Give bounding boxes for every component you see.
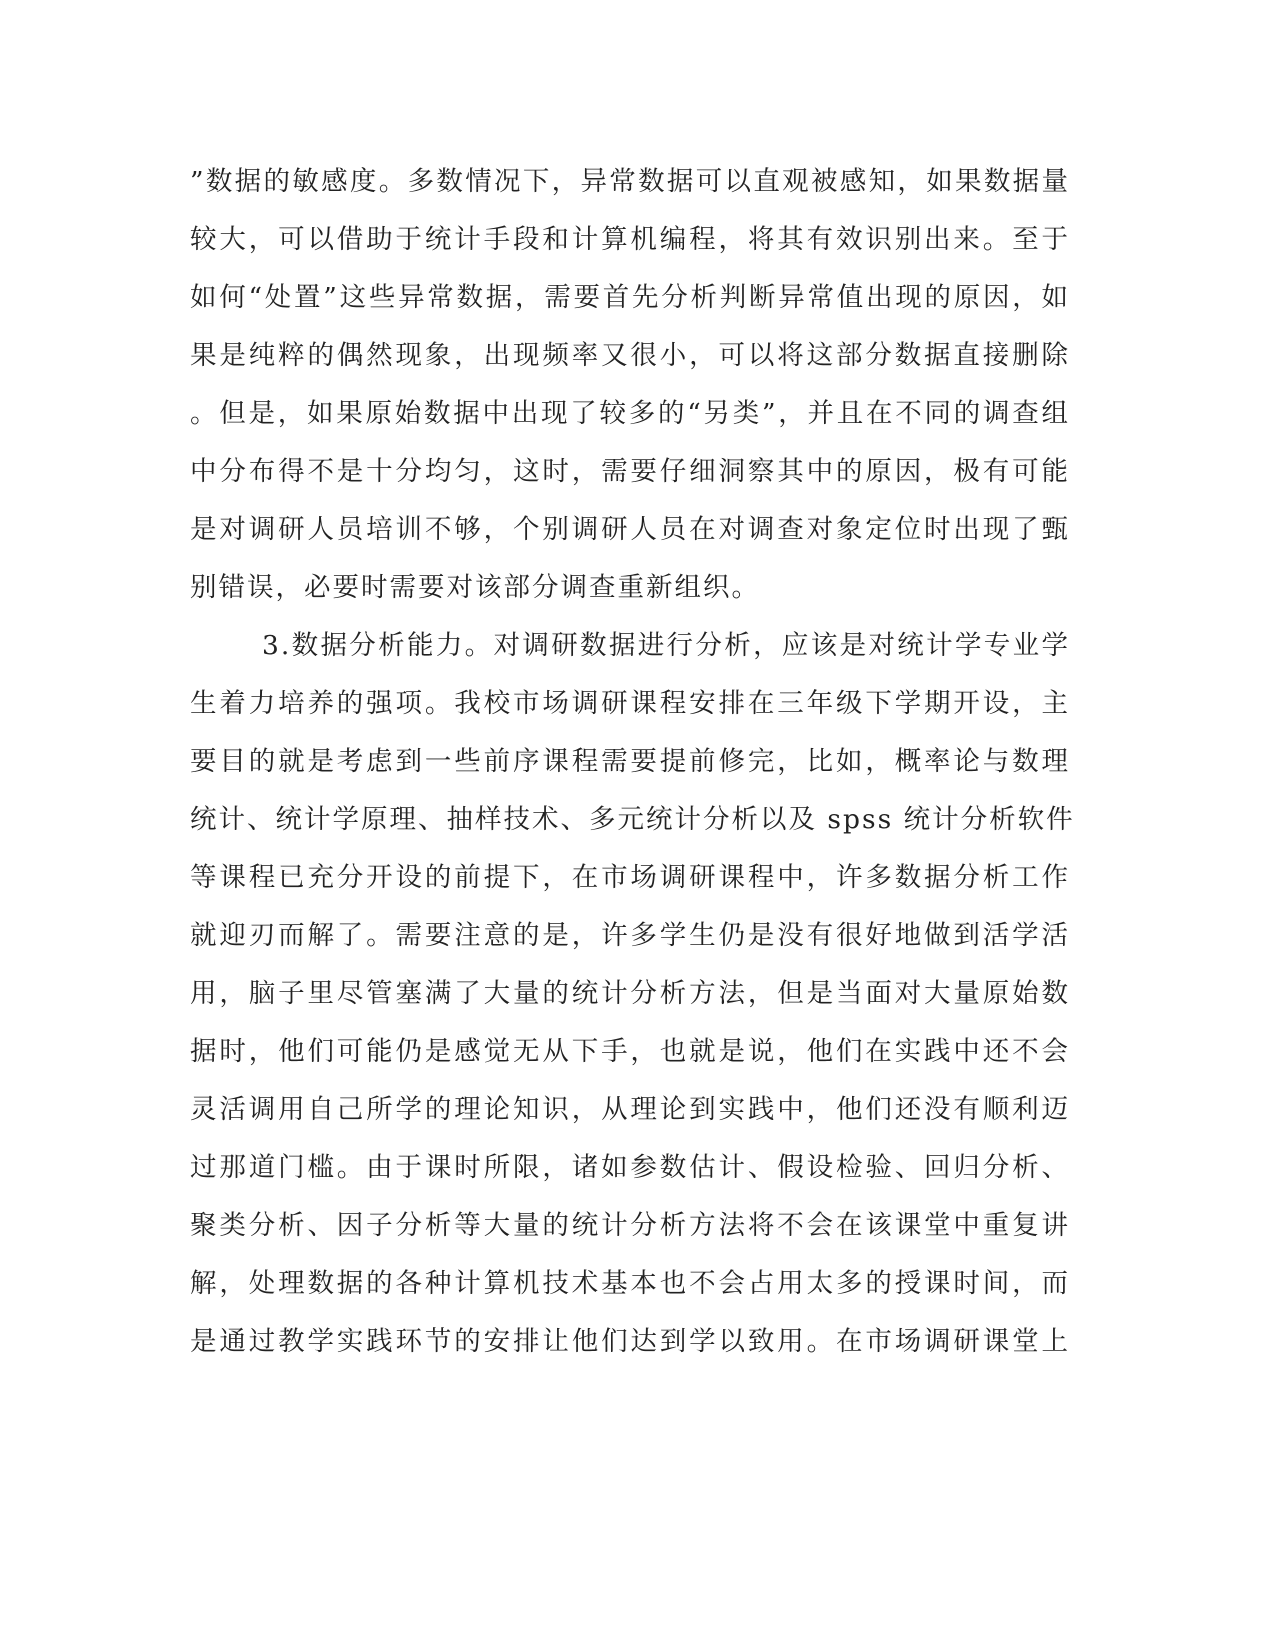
text-line: 如何“处置”这些异常数据，需要首先分析判断异常值出现的原因，如 [190, 282, 1070, 313]
text-line: 生着力培养的强项。我校市场调研课程安排在三年级下学期开设，主 [190, 688, 1070, 719]
text-line: 解，处理数据的各种计算机技术基本也不会占用太多的授课时间，而 [190, 1268, 1070, 1299]
text-line: 果是纯粹的偶然现象，出现频率又很小，可以将这部分数据直接删除 [190, 340, 1070, 371]
text-line: 统计、统计学原理、抽样技术、多元统计分析以及 spss 统计分析软件 [190, 804, 1075, 835]
text-line: 就迎刃而解了。需要注意的是，许多学生仍是没有很好地做到活学活 [190, 920, 1070, 951]
text-line: 。但是，如果原始数据中出现了较多的“另类”，并且在不同的调查组 [190, 398, 1070, 429]
text-line: 是对调研人员培训不够，个别调研人员在对调查对象定位时出现了甄 [190, 514, 1070, 545]
text-line: 过那道门槛。由于课时所限，诸如参数估计、假设检验、回归分析、 [190, 1152, 1070, 1183]
text-line: 用，脑子里尽管塞满了大量的统计分析方法，但是当面对大量原始数 [190, 978, 1070, 1009]
text-line: 中分布得不是十分均匀，这时，需要仔细洞察其中的原因，极有可能 [190, 456, 1070, 487]
text-line: 要目的就是考虑到一些前序课程需要提前修完，比如，概率论与数理 [190, 746, 1070, 777]
text-line: 据时，他们可能仍是感觉无从下手，也就是说，他们在实践中还不会 [190, 1036, 1070, 1067]
text-line: ”数据的敏感度。多数情况下，异常数据可以直观被感知，如果数据量 [190, 166, 1070, 197]
text-line: 较大，可以借助于统计手段和计算机编程，将其有效识别出来。至于 [190, 224, 1070, 255]
text-line: 别错误，必要时需要对该部分调查重新组织。 [190, 572, 760, 603]
text-line: 聚类分析、因子分析等大量的统计分析方法将不会在该课堂中重复讲 [190, 1210, 1070, 1241]
text-line: 等课程已充分开设的前提下，在市场调研课程中，许多数据分析工作 [190, 862, 1070, 893]
text-line: 灵活调用自己所学的理论知识，从理论到实践中，他们还没有顺利迈 [190, 1094, 1070, 1125]
text-line: 3.数据分析能力。对调研数据进行分析，应该是对统计学专业学 [262, 630, 1070, 661]
text-line: 是通过教学实践环节的安排让他们达到学以致用。在市场调研课堂上 [190, 1326, 1070, 1357]
